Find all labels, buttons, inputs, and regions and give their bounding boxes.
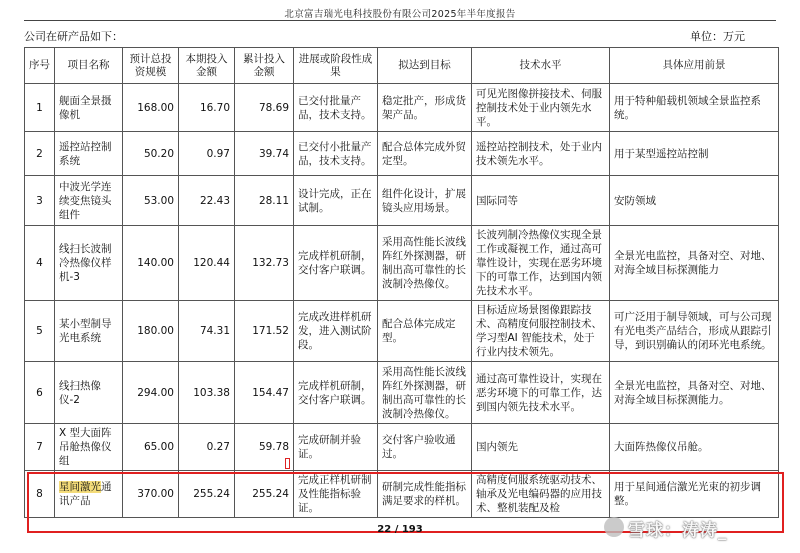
cell-budget: 294.00: [123, 362, 179, 424]
table-row: [25, 84, 779, 132]
cell-name: 舰面全景摄像机: [55, 84, 123, 132]
cell-budget: 65.00: [123, 424, 179, 471]
cell-cumulative: 154.47: [235, 362, 294, 424]
watermark-text: 雪球：涛涛_: [628, 521, 728, 541]
cell-cumulative: 171.52: [235, 301, 294, 362]
cell-tech: 国际同等: [472, 176, 610, 226]
cell-name: [55, 471, 123, 518]
cell-progress: 完成样机研制，交付客户联调。: [294, 362, 378, 424]
cell-app: 全景光电监控，具备对空、对地、对海全域目标探测能力: [610, 226, 779, 301]
col-header: 预计总投资规模: [123, 48, 179, 84]
cell-current: 255.24: [179, 471, 235, 518]
cell-app: 可广泛用于制导领域，可与公司现有光电类产品结合，形成从跟踪引导，到识别确认的闭环光电系统。: [610, 301, 779, 362]
cell-no: 2: [25, 132, 55, 176]
cell-goal: 配合总体完成定型。: [378, 301, 472, 362]
header-rule: [24, 20, 776, 21]
cell-current: 120.44: [179, 226, 235, 301]
cell-progress: 完成研制并验证。: [294, 424, 378, 471]
cell-progress: 已交付小批量产品，技术支持。: [294, 132, 378, 176]
cell-progress: 设计完成，正在试制。: [294, 176, 378, 226]
cell-progress: 已交付批量产品，技术支持。: [294, 84, 378, 132]
table-row: [25, 424, 779, 471]
cell-tech: 国内领先: [472, 424, 610, 471]
cell-cumulative: 255.24: [235, 471, 294, 518]
cell-progress: 完成改进样机研发，进入测试阶段。: [294, 301, 378, 362]
table-caption: 公司在研产品如下：: [24, 30, 123, 43]
col-header: 拟达到目标: [378, 48, 472, 84]
cell-goal: 交付客户验收通过。: [378, 424, 472, 471]
cell-current: 103.38: [179, 362, 235, 424]
unit-label: 单位：万元: [690, 30, 745, 43]
cell-no: 1: [25, 84, 55, 132]
cell-app: 全景光电监控，具备对空、对地、对海全域目标探测能力。: [610, 362, 779, 424]
table-row: [25, 471, 779, 518]
cell-goal: 采用高性能长波线阵红外探测器，研制出高可靠性的长波制冷热像仪。: [378, 362, 472, 424]
watermark: [604, 516, 728, 541]
cell-goal: 稳定批产，形成货架产品。: [378, 84, 472, 132]
cell-cumulative: 39.74: [235, 132, 294, 176]
cell-app: 安防领域: [610, 176, 779, 226]
cell-cumulative: 28.11: [235, 176, 294, 226]
cell-no: 7: [25, 424, 55, 471]
cell-current: 74.31: [179, 301, 235, 362]
cell-no: 8: [25, 471, 55, 518]
cell-app: 用于某型遥控站控制: [610, 132, 779, 176]
cell-name: 中波光学连续变焦镜头组件: [55, 176, 123, 226]
col-header: 技术水平: [472, 48, 610, 84]
col-header: 进展或阶段性成果: [294, 48, 378, 84]
cell-cumulative: 132.73: [235, 226, 294, 301]
col-header: 本期投入金额: [179, 48, 235, 84]
cell-no: 6: [25, 362, 55, 424]
cell-budget: 140.00: [123, 226, 179, 301]
cell-name: 线扫热像仪-2: [55, 362, 123, 424]
cell-tech: 长波列制冷热像仪实现全景工作或凝视工作，通过高可靠性设计，实现在恶劣环境下的可靠工作，达到国内领先技术水平。: [472, 226, 610, 301]
cell-tech: 目标适应场景图像跟踪技术、高精度伺服控制技术、学习型AI 智能技术，处于行业内技术领先。: [472, 301, 610, 362]
cell-budget: 53.00: [123, 176, 179, 226]
cell-name: 线扫长波制冷热像仪样机-3: [55, 226, 123, 301]
table-row: [25, 362, 779, 424]
cell-tech: 高精度伺服系统驱动技术、轴承及光电编码器的应用技术、整机装配及检: [472, 471, 610, 518]
col-header: 项目名称: [55, 48, 123, 84]
cell-budget: 180.00: [123, 301, 179, 362]
cell-no: 5: [25, 301, 55, 362]
page-number: 22 / 193: [377, 524, 423, 535]
cell-budget: 370.00: [123, 471, 179, 518]
col-header: 累计投入金额: [235, 48, 294, 84]
cell-no: 3: [25, 176, 55, 226]
cell-goal: 组件化设计，扩展镜头应用场景。: [378, 176, 472, 226]
table-row: [25, 176, 779, 226]
table-row: [25, 301, 779, 362]
table-header-row: [25, 48, 779, 84]
highlighted-text: 星间激光: [59, 481, 101, 493]
cell-goal: 采用高性能长波线阵红外探测器，研制出高可靠性的长波制冷热像仪。: [378, 226, 472, 301]
cell-progress: 完成正样机研制及性能指标验证。: [294, 471, 378, 518]
cell-app: 大面阵热像仪吊舱。: [610, 424, 779, 471]
text-cursor: [285, 458, 290, 469]
col-header: 具体应用前景: [610, 48, 779, 84]
cell-tech: 可见光图像拼接技术、伺服控制技术处于业内领先水平。: [472, 84, 610, 132]
cell-tech: 通过高可靠性设计，实现在恶劣环境下的可靠工作，达到国内领先技术水平。: [472, 362, 610, 424]
cell-tech: 遥控站控制技术，处于业内技术领先水平。: [472, 132, 610, 176]
cell-current: 22.43: [179, 176, 235, 226]
report-header: 北京富吉瑞光电科技股份有限公司2025年半年度报告: [284, 9, 516, 20]
cell-name: X 型大面阵吊舱热像仪组: [55, 424, 123, 471]
cell-name: 某小型制导光电系统: [55, 301, 123, 362]
cell-budget: 168.00: [123, 84, 179, 132]
cell-no: 4: [25, 226, 55, 301]
cell-app: 用于特种船载机领域全景监控系统。: [610, 84, 779, 132]
cell-cumulative: 59.78: [235, 424, 294, 471]
cell-current: 0.27: [179, 424, 235, 471]
cell-current: 16.70: [179, 84, 235, 132]
cell-app: 用于星间通信激光光束的初步调整。: [610, 471, 779, 518]
cell-goal: 配合总体完成外贸定型。: [378, 132, 472, 176]
cell-budget: 50.20: [123, 132, 179, 176]
col-header: 序号: [25, 48, 55, 84]
cell-current: 0.97: [179, 132, 235, 176]
cell-cumulative: 78.69: [235, 84, 294, 132]
table-row: [25, 226, 779, 301]
cell-name-rest: 通讯产品: [59, 481, 112, 507]
cell-goal: 研制完成性能指标满足要求的样机。: [378, 471, 472, 518]
rd-products-table: [24, 47, 779, 518]
table-row: [25, 132, 779, 176]
cell-name: 遥控站控制系统: [55, 132, 123, 176]
cell-progress: 完成样机研制，交付客户联调。: [294, 226, 378, 301]
